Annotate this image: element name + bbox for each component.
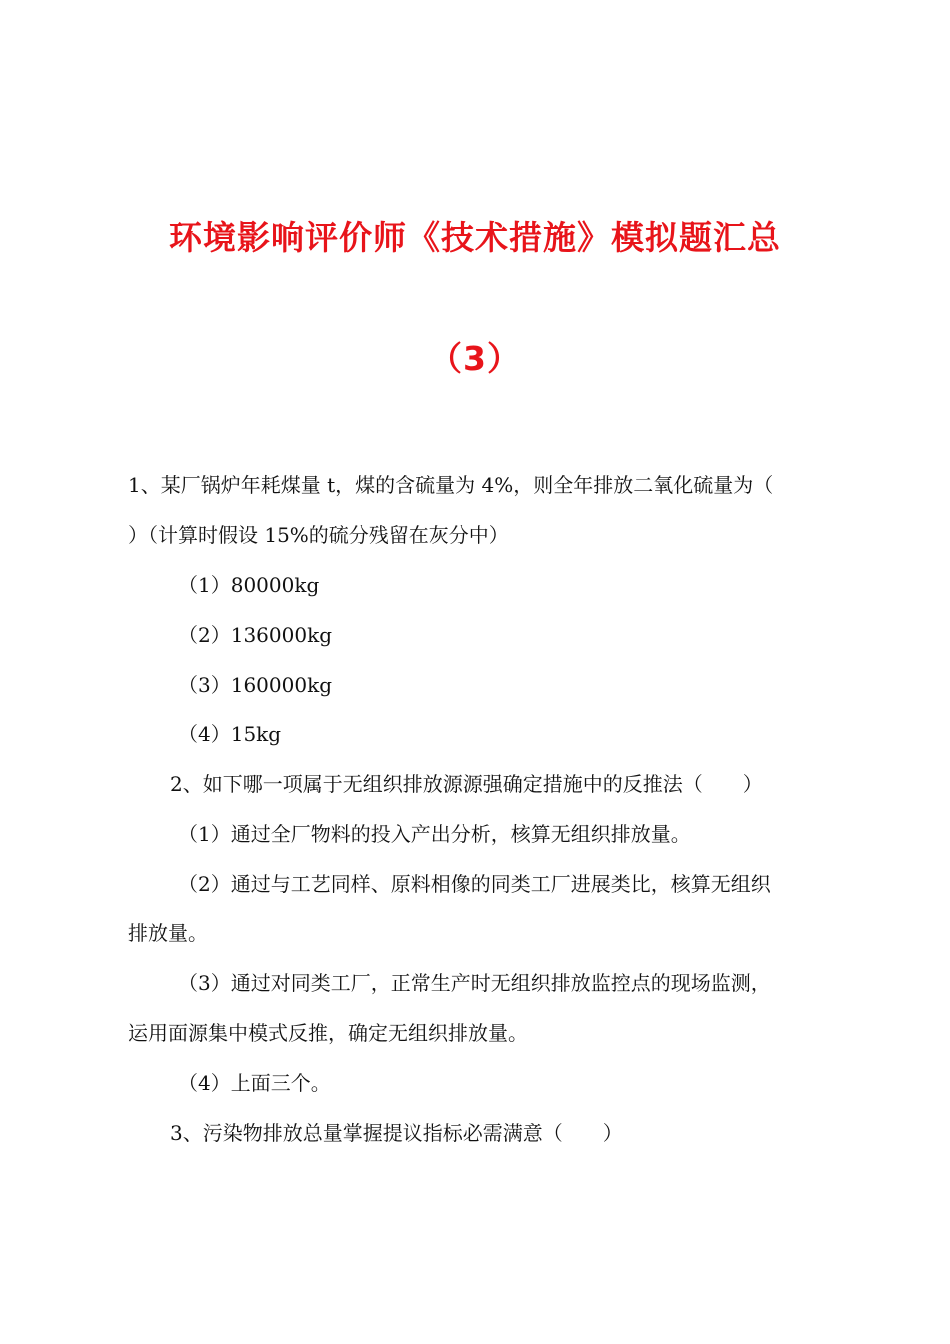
question-1-text-cont: ）（计算时假设 15%的硫分残留在灰分中） <box>128 523 509 547</box>
question-1-text: 1、某厂锅炉年耗煤量 t，煤的含硫量为 4%，则全年排放二氧化硫量为（ <box>128 473 774 497</box>
question-1-option-4: （4）15kg <box>178 722 282 746</box>
question-1-option-1: （1）80000kg <box>178 573 320 597</box>
question-3-text: 3、污染物排放总量掌握提议指标必需满意（ ） <box>170 1121 623 1145</box>
question-2-option-2-cont: 排放量。 <box>128 921 208 945</box>
question-1-option-3: （3）160000kg <box>178 673 332 697</box>
document-title: 环境影响评价师《技术措施》模拟题汇总 <box>169 218 781 257</box>
question-2-option-3-cont: 运用面源集中模式反推，确定无组织排放量。 <box>128 1021 528 1045</box>
question-2-option-2: （2）通过与工艺同样、原料相像的同类工厂进展类比，核算无组织 <box>178 872 771 896</box>
question-2-option-1: （1）通过全厂物料的投入产出分析，核算无组织排放量。 <box>178 822 691 846</box>
question-2-option-3: （3）通过对同类工厂，正常生产时无组织排放监控点的现场监测， <box>178 971 771 995</box>
question-2-option-4: （4）上面三个。 <box>178 1071 331 1095</box>
question-2-text: 2、如下哪一项属于无组织排放源源强确定措施中的反推法（ ） <box>170 772 763 796</box>
document-title-number: （3） <box>429 339 521 378</box>
question-1-option-2: （2）136000kg <box>178 623 332 647</box>
